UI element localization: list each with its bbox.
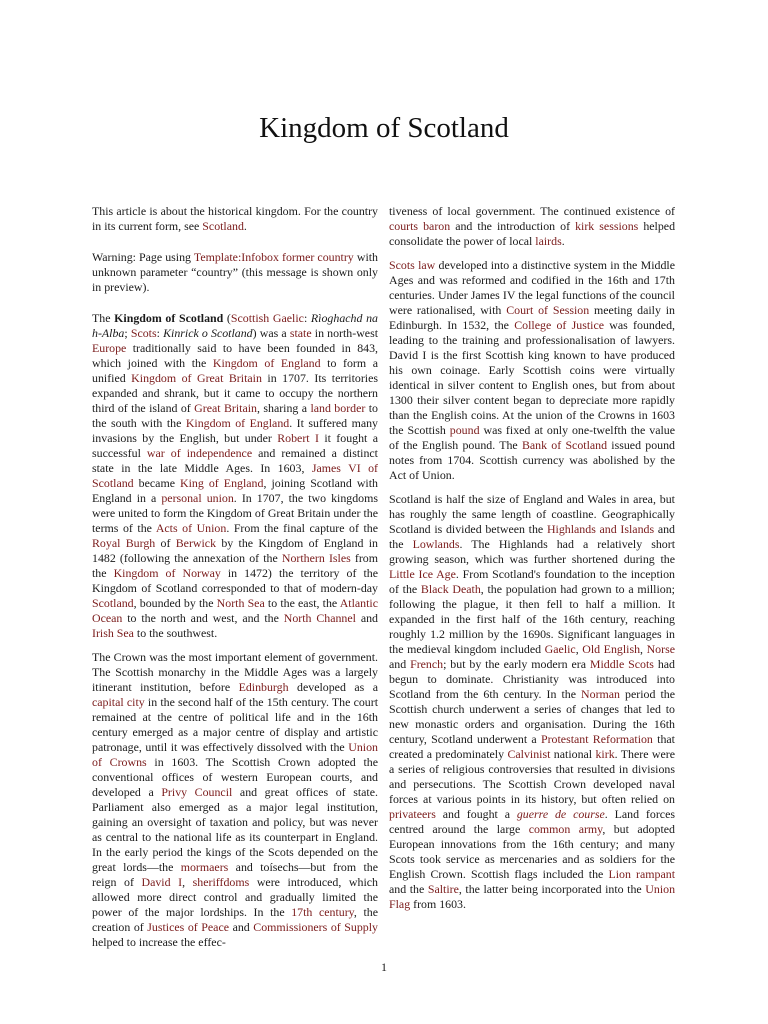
- text: it fought a successful: [92, 431, 379, 460]
- text: in 1707. Its territories expanded and shrank, but it came to occupy the northern third of the island of: [92, 371, 378, 415]
- text: in the second half of the 15th century. The court remained at the centre of political life and in the 16th century emerged as a major centre of display and artistic patronage, until it was effectively dissolved with the: [92, 695, 378, 754]
- link[interactable]: mormaers: [180, 860, 229, 874]
- link[interactable]: Atlantic Ocean: [92, 596, 379, 625]
- text: national: [550, 747, 596, 761]
- text: and: [389, 657, 411, 671]
- text: . From the final capture of the: [226, 521, 378, 535]
- paragraph-crown: [92, 650, 378, 950]
- text: ;: [124, 326, 131, 340]
- text: . From Scotland's foundation to the inception of the: [389, 567, 675, 596]
- text: :: [303, 311, 311, 325]
- link[interactable]: Europe: [92, 341, 127, 355]
- link[interactable]: courts baron: [389, 219, 451, 233]
- text: and fought a: [435, 807, 517, 821]
- link[interactable]: Edinburgh: [238, 680, 289, 694]
- text: and the: [389, 882, 428, 896]
- text: , bounded by the: [133, 596, 217, 610]
- text: Scotland is half the size of England and Wales in area, but has roughly the same length of coastline. Geographically Scotland is divided between the: [389, 492, 675, 536]
- text: helped to increase the effec-: [92, 935, 226, 949]
- text: was founded, leading to the training and professionalisation of lawyers. David I is the first Scottish king known to have produced his own coinage. Early Scottish coins were virtually identical in silver content to English ones, but from about 1300 their silver content began to depreciate more rapidly than the English coins. At the union of the Crowns in 1603 the Scottish: [389, 318, 675, 437]
- paragraph-geography: [389, 492, 675, 912]
- text: ,: [640, 642, 647, 656]
- link[interactable]: Berwick: [175, 536, 217, 550]
- text: from 1603.: [410, 897, 466, 911]
- link[interactable]: King of England: [180, 476, 264, 490]
- link[interactable]: Scotland: [92, 596, 134, 610]
- link[interactable]: Justices of Peace: [147, 920, 230, 934]
- text: to the east, the: [264, 596, 340, 610]
- link[interactable]: Acts of Union: [155, 521, 227, 535]
- text: that created a predominately: [389, 732, 675, 761]
- paragraph-intro: [92, 311, 378, 641]
- link-template[interactable]: Template:Infobox former country: [193, 250, 354, 264]
- link[interactable]: Saltire: [427, 882, 459, 896]
- text: , but adopted European innovations from the 16th century; and many Scots took service as mercenaries and as soldiers for the English Crown. Scottish flags included the: [389, 822, 675, 881]
- link[interactable]: Highlands and Islands: [546, 522, 655, 536]
- paragraph-law: [389, 258, 675, 483]
- text: . The Highlands had a relatively short growing season, which was further shortened during the: [389, 537, 675, 566]
- text: in 1472) the territory of the Kingdom of Scotland corresponded to that of modern-day: [92, 566, 379, 595]
- text: . It suffered many invasions by the English, but under: [92, 416, 379, 445]
- text: , the creation of: [92, 905, 378, 934]
- text: , sharing a: [257, 401, 311, 415]
- text: .: [561, 234, 565, 248]
- link[interactable]: war of independence: [146, 446, 253, 460]
- link[interactable]: Lowlands: [412, 537, 460, 551]
- link[interactable]: North Sea: [216, 596, 265, 610]
- text: to the southwest.: [133, 626, 218, 640]
- warning-text-end: with unknown parameter “country” (this message is shown only in preview).: [92, 250, 378, 294]
- text: was fixed at only one-twelfth the value of the English pound. The: [389, 423, 675, 452]
- text: and the: [389, 522, 675, 551]
- link[interactable]: Kingdom of Great Britain: [131, 371, 262, 385]
- text: :: [156, 326, 164, 340]
- text: became: [133, 476, 181, 490]
- bold-term: Kingdom of Scotland: [114, 311, 224, 325]
- link[interactable]: privateers: [389, 807, 436, 821]
- text: . There were a series of religious controversies that resulted in divisions and persecutions. The Scottish Crown developed naval forces at various points in its history, but often relied on: [389, 747, 675, 806]
- hatnote-text: This article is about the historical kingdom. For the country in its current form, see: [92, 204, 378, 233]
- link[interactable]: personal union: [161, 491, 234, 505]
- warning-text: Warning: Page using: [92, 250, 194, 264]
- text: and toísechs—but from the reign of: [92, 860, 378, 889]
- link[interactable]: Lion rampant: [608, 867, 675, 881]
- link[interactable]: Middle Scots: [589, 657, 654, 671]
- text: tiveness of local government. The continued existence of: [389, 204, 675, 218]
- text: ,: [575, 642, 583, 656]
- text: to the south with the: [92, 401, 378, 430]
- link[interactable]: Northern Isles: [281, 551, 351, 565]
- text: and great offices of state. Parliament also emerged as a major legal institution, gaining an oversight of taxation and policy, but was never as central to the national life as its counterpart in England. In the early period the kings of the Scots depended on the great lords—the: [92, 785, 378, 874]
- link[interactable]: capital city: [92, 695, 145, 709]
- link[interactable]: Union of Crowns: [92, 740, 378, 769]
- link[interactable]: Scottish Gaelic: [230, 311, 304, 325]
- link[interactable]: Calvinist: [507, 747, 551, 761]
- link[interactable]: Robert I: [277, 431, 319, 445]
- page-title: Kingdom of Scotland: [259, 112, 509, 144]
- link[interactable]: sheriffdoms: [192, 875, 250, 889]
- hatnote: [92, 204, 378, 234]
- text: were introduced, which allowed more direct control and gradually limited the power of the major lordships. In the: [92, 875, 378, 919]
- text: . Land forces centred around the large: [389, 807, 675, 836]
- text: to form a unified: [92, 356, 379, 385]
- right-column: [389, 204, 675, 921]
- text: , the latter being incorporated into the: [458, 882, 646, 896]
- page-number: 1: [381, 960, 387, 974]
- text: and remained a distinct state in the late Middle Ages. In 1603,: [92, 446, 378, 475]
- paragraph-local-government: [389, 204, 675, 249]
- hatnote-text-end: .: [243, 219, 247, 233]
- text: The Crown was the most important element of government. The Scottish monarchy in the Middle Ages was a largely itinerant institution, before: [92, 650, 378, 694]
- link-italic[interactable]: guerre de course: [516, 807, 605, 821]
- link[interactable]: Court of Session: [506, 303, 590, 317]
- link[interactable]: land border: [310, 401, 366, 415]
- link[interactable]: lairds: [535, 234, 562, 248]
- link[interactable]: Commissioners of Supply: [253, 920, 378, 934]
- left-column: [92, 204, 378, 959]
- text: traditionally said to have been founded in 843, which joined with the: [92, 341, 378, 370]
- link[interactable]: pound: [449, 423, 480, 437]
- text: and: [229, 920, 254, 934]
- text: ) was a: [252, 326, 290, 340]
- link[interactable]: Scots law: [389, 258, 436, 272]
- text: ,: [182, 875, 193, 889]
- text: ; but by the early modern era: [443, 657, 590, 671]
- text: helped consolidate the power of local: [389, 219, 676, 248]
- italic-term: Kinrick o Scotland: [163, 326, 253, 340]
- text: period the Scottish church underwent a series of changes that led to new monastic orders and organisation. During the 16th century, Scotland underwent a: [389, 687, 675, 746]
- text: and: [355, 611, 378, 625]
- link-scotland[interactable]: Scotland: [202, 219, 244, 233]
- link[interactable]: Gaelic: [544, 642, 576, 656]
- text: and the introduction of: [450, 219, 576, 233]
- text: developed into a distinctive system in the Middle Ages and was reformed and codified in the 16th and 17th centuries. Under James IV the legal functions of the council were rationalised, with: [389, 258, 675, 317]
- link[interactable]: College of Justice: [514, 318, 605, 332]
- text: , the population had grown to a million; following the plague, it then fell to half a million. It expanded in the first half of the 16th century, reaching roughly 1.2 million by the 1690s. Significant languages in the medieval kingdom included: [389, 582, 675, 656]
- link[interactable]: Protestant Reformation: [540, 732, 653, 746]
- link[interactable]: David I: [141, 875, 183, 889]
- text: developed as a: [288, 680, 378, 694]
- link[interactable]: kirk: [595, 747, 615, 761]
- link[interactable]: kirk sessions: [575, 219, 639, 233]
- link[interactable]: Kingdom of England: [185, 416, 290, 430]
- text: meeting daily in Edinburgh. In 1532, the: [389, 303, 676, 332]
- link[interactable]: Bank of Scotland: [521, 438, 608, 452]
- link[interactable]: Royal Burgh: [92, 536, 156, 550]
- text: of: [155, 536, 176, 550]
- link[interactable]: common army: [528, 822, 603, 836]
- text: in 1603. The Scottish Crown adopted the conventional offices of western European courts, and developed a: [92, 755, 379, 799]
- link[interactable]: state: [289, 326, 312, 340]
- link[interactable]: Kingdom of England: [212, 356, 321, 370]
- warning-note: [92, 250, 378, 295]
- link[interactable]: Norman: [581, 687, 620, 701]
- text: in north-west: [311, 326, 379, 340]
- link[interactable]: French: [410, 657, 444, 671]
- italic-term: Rìoghachd na h-Alba: [92, 311, 379, 340]
- link[interactable]: Great Britain: [194, 401, 257, 415]
- text: from the: [92, 551, 378, 580]
- link[interactable]: Privy Council: [161, 785, 233, 799]
- link[interactable]: Little Ice Age: [389, 567, 456, 581]
- link[interactable]: 17th century: [291, 905, 354, 919]
- link[interactable]: Union Flag: [389, 882, 676, 911]
- link[interactable]: Black Death: [420, 582, 481, 596]
- text: The: [92, 311, 115, 325]
- link[interactable]: North Channel: [283, 611, 356, 625]
- text: (: [223, 311, 231, 325]
- text: to the north and west, and the: [122, 611, 284, 625]
- text: by the Kingdom of England in 1482 (following the annexation of the: [92, 536, 378, 565]
- text: . In 1707, the two kingdoms were united to form the Kingdom of Great Britain under the terms of the: [92, 491, 378, 535]
- link[interactable]: Norse: [646, 642, 675, 656]
- link[interactable]: Scots: [130, 326, 157, 340]
- text: , joining Scotland with England in a: [92, 476, 378, 505]
- link[interactable]: James VI of Scotland: [92, 461, 378, 490]
- link[interactable]: Old English: [582, 642, 641, 656]
- link[interactable]: Kingdom of Norway: [113, 566, 221, 580]
- text: issued pound notes from 1704. Scottish currency was abolished by the Act of Union.: [389, 438, 675, 482]
- link[interactable]: Irish Sea: [92, 626, 134, 640]
- text: had begun to dominate. Christianity was introduced into Scotland from the 6th century. In the: [389, 657, 675, 701]
